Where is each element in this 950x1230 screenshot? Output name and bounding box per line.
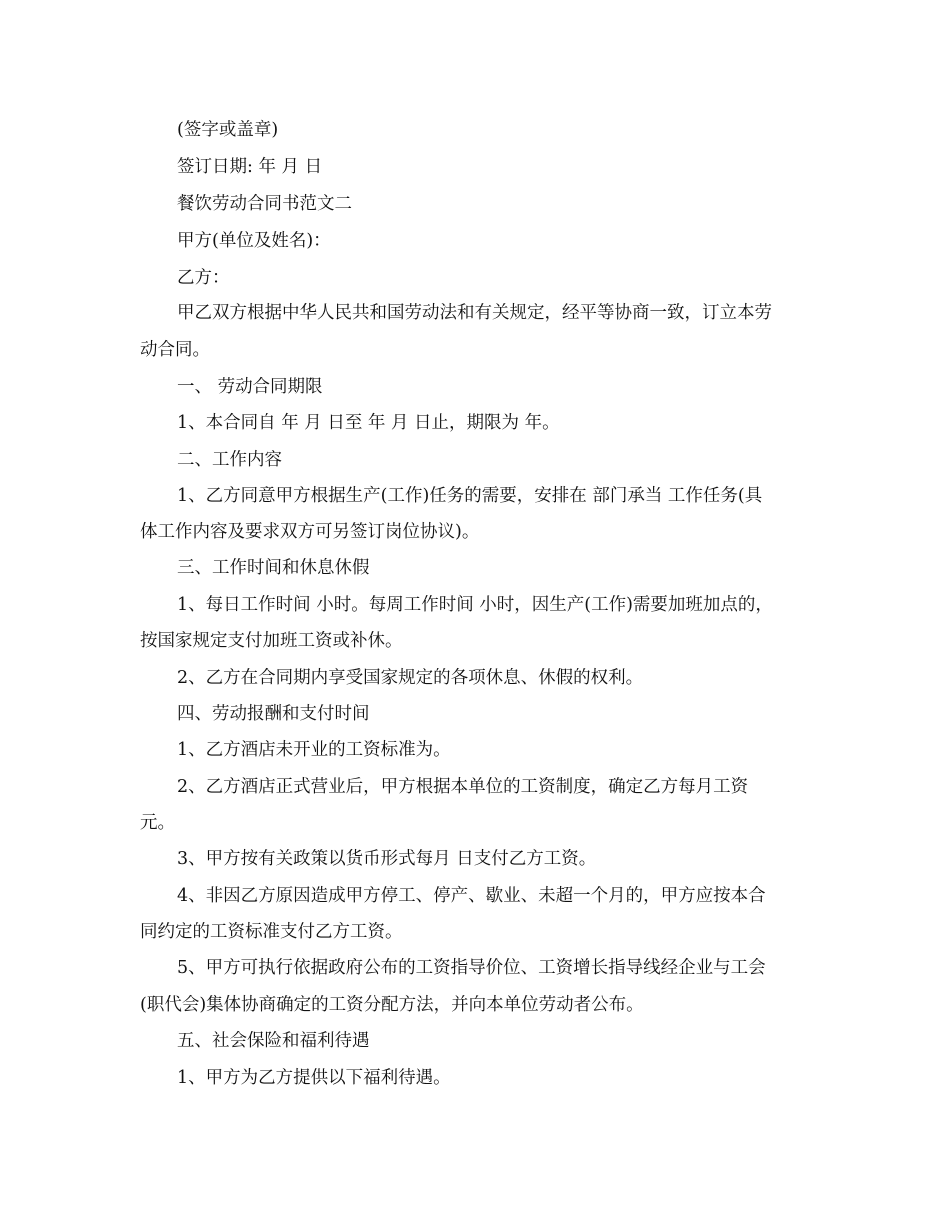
clause-4-2-line-1: 2、乙方酒店正式营业后，甲方根据本单位的工资制度，确定乙方每月工资 <box>177 777 749 797</box>
clause-4-2-line-2: 元。 <box>140 813 175 833</box>
clause-3-1-line-2: 按国家规定支付加班工资或补休。 <box>140 631 403 651</box>
clause-4-4-line-1: 4、非因乙方原因造成甲方停工、停产、歇业、未超一个月的，甲方应按本合 <box>177 886 766 906</box>
signature-note: (签字或盖章) <box>177 120 279 140</box>
party-b: 乙方： <box>177 268 230 288</box>
clause-3-2: 2、乙方在合同期内享受国家规定的各项休息、休假的权利。 <box>177 668 644 688</box>
clause-4-1: 1、乙方酒店未开业的工资标准为。 <box>177 740 451 760</box>
clause-1-1: 1、本合同自 年 月 日至 年 月 日止，期限为 年。 <box>177 413 560 433</box>
preamble-line-1: 甲乙双方根据中华人民共和国劳动法和有关规定，经平等协商一致，订立本劳 <box>177 303 772 323</box>
party-a: 甲方(单位及姓名)： <box>177 231 331 251</box>
section-heading-5: 五、社会保险和福利待遇 <box>177 1031 370 1051</box>
clause-2-1-line-1: 1、乙方同意甲方根据生产(工作)任务的需要，安排在 部门承当 工作任务(具 <box>177 486 763 506</box>
clause-4-5-line-1: 5、甲方可执行依据政府公布的工资指导价位、工资增长指导线经企业与工会 <box>177 958 766 978</box>
clause-3-1-line-1: 1、每日工作时间 小时。每周工作时间 小时，因生产(工作)需要加班加点的， <box>177 595 773 615</box>
clause-4-4-line-2: 同约定的工资标准支付乙方工资。 <box>140 922 403 942</box>
clause-2-1-line-2: 体工作内容及要求双方可另签订岗位协议)。 <box>140 522 480 542</box>
clause-4-5-line-2: (职代会)集体协商确定的工资分配方法，并向本单位劳动者公布。 <box>140 995 644 1015</box>
preamble-line-2: 动合同。 <box>140 340 210 360</box>
clause-5-1: 1、甲方为乙方提供以下福利待遇。 <box>177 1068 451 1088</box>
section-heading-4: 四、劳动报酬和支付时间 <box>177 704 370 724</box>
section-heading-1: 一、 劳动合同期限 <box>177 377 323 397</box>
section-heading-2: 二、工作内容 <box>177 450 282 470</box>
section-heading-3: 三、工作时间和休息休假 <box>177 558 370 578</box>
contract-title: 餐饮劳动合同书范文二 <box>177 194 352 214</box>
signing-date: 签订日期: 年 月 日 <box>177 157 323 177</box>
clause-4-3: 3、甲方按有关政策以货币形式每月 日支付乙方工资。 <box>177 849 597 869</box>
